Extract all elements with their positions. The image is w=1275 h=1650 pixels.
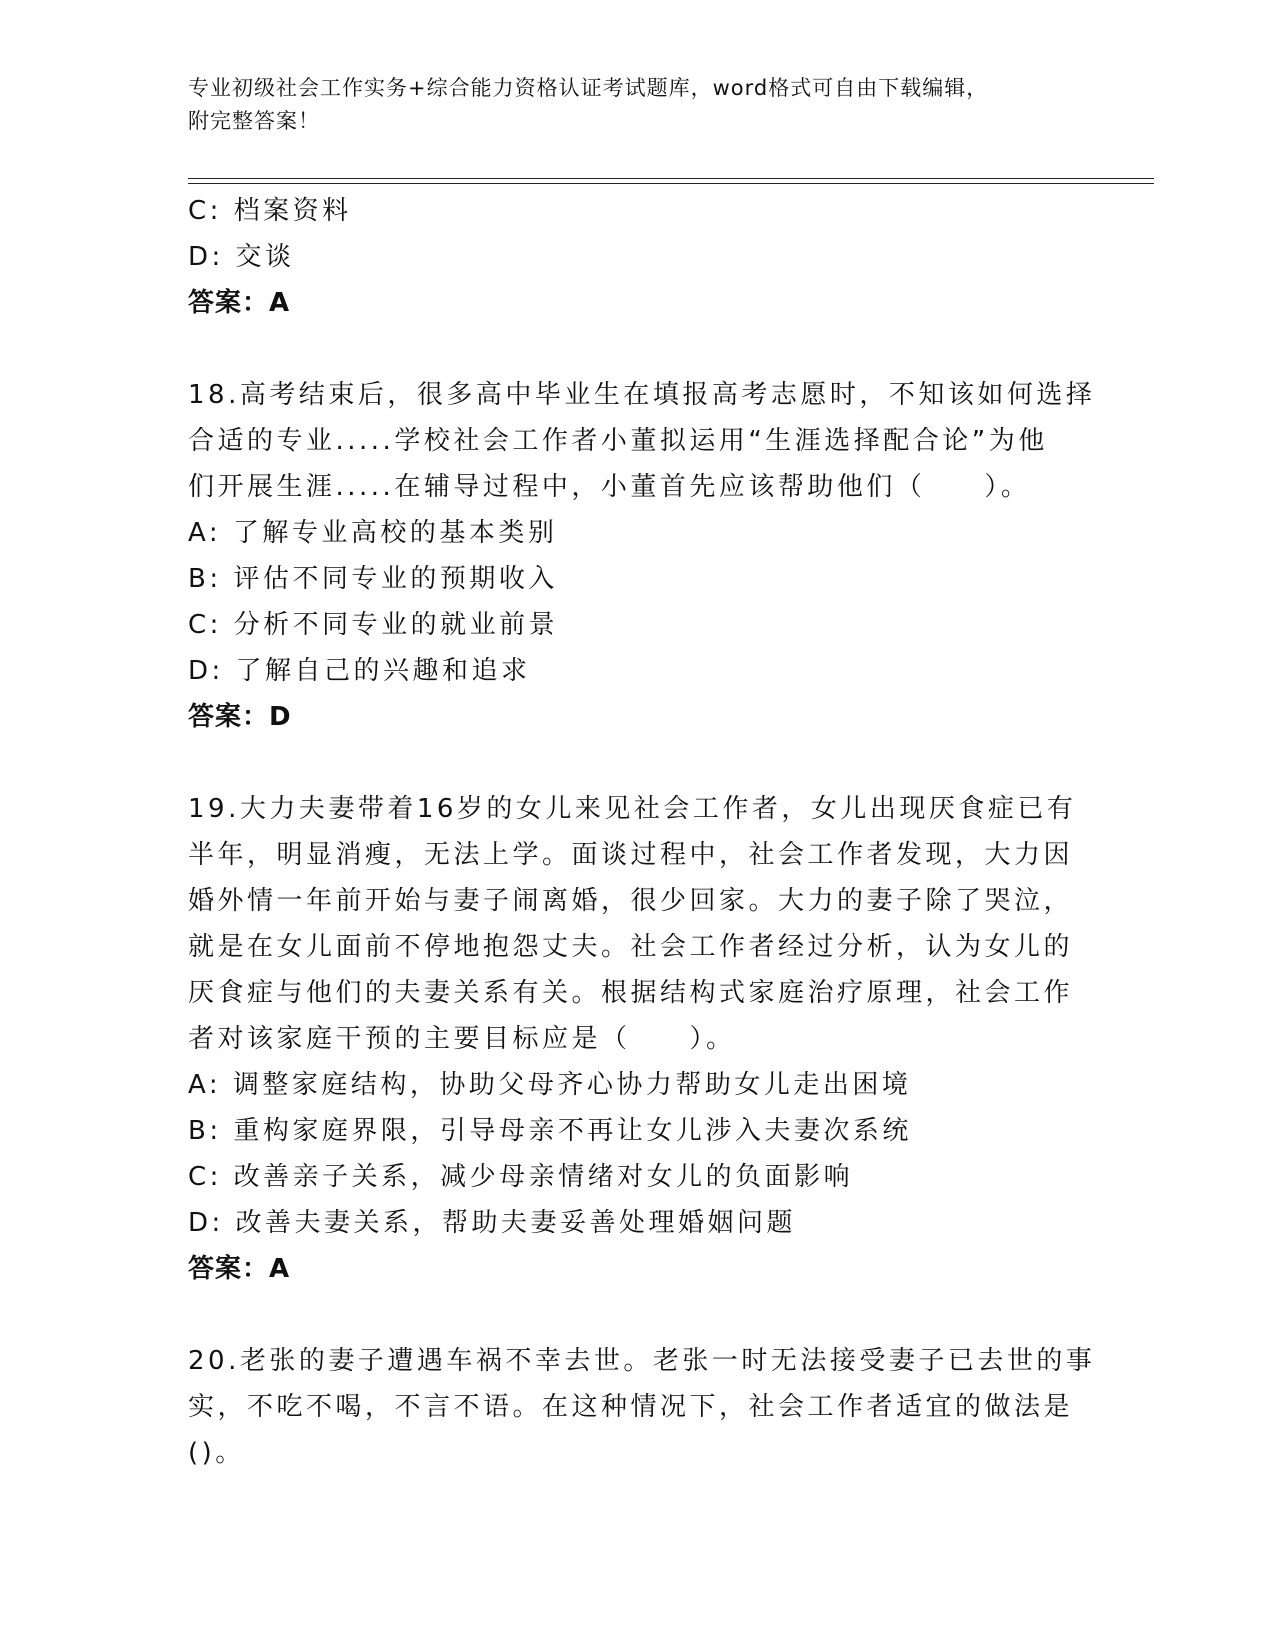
- question-stem-line: 19.大力夫妻带着16岁的女儿来见社会工作者，女儿出现厌食症已有: [188, 794, 1077, 824]
- header-line-2: 附完整答案！: [188, 109, 320, 133]
- option-d: D: 了解自己的兴趣和追求: [188, 656, 531, 686]
- question-content: [188, 188, 1096, 1476]
- question-stem-line: 厌食症与他们的夫妻关系有关。根据结构式家庭治疗原理，社会工作: [188, 978, 1074, 1008]
- header-divider-top: [188, 178, 1154, 179]
- question-stem-line: 半年，明显消瘦，无法上学。面谈过程中，社会工作者发现，大力因: [188, 840, 1074, 870]
- answer-label: 答案：A: [188, 288, 291, 318]
- spacer: [188, 326, 1088, 372]
- header-divider-bottom: [188, 183, 1154, 184]
- option-d: D: 改善夫妻关系，帮助夫妻妥善处理婚姻问题: [188, 1208, 797, 1238]
- option-a: A: 调整家庭结构，协助父母齐心协力帮助女儿走出困境: [188, 1070, 912, 1100]
- option-b: B: 评估不同专业的预期收入: [188, 564, 558, 594]
- question-stem-line: 婚外情一年前开始与妻子闹离婚，很少回家。大力的妻子除了哭泣，: [188, 886, 1074, 916]
- question-19: [188, 786, 1088, 1292]
- header-line-1: 专业初级社会工作实务+综合能力资格认证考试题库，word格式可自由下载编辑，: [188, 76, 989, 100]
- question-stem-line: 18.高考结束后，很多高中毕业生在填报高考志愿时，不知该如何选择: [188, 380, 1096, 410]
- question-18: [188, 372, 1096, 740]
- question-stem-line: 实，不吃不喝，不言不语。在这种情况下，社会工作者适宜的做法是: [188, 1392, 1074, 1422]
- option-d: D: 交谈: [188, 242, 295, 272]
- option-c: C: 档案资料: [188, 196, 352, 226]
- spacer: [188, 1292, 1088, 1338]
- question-stem-line: 就是在女儿面前不停地抱怨丈夫。社会工作者经过分析，认为女儿的: [188, 932, 1074, 962]
- question-stem-line: ()。: [188, 1438, 245, 1468]
- option-a: A: 了解专业高校的基本类别: [188, 518, 558, 548]
- question-stem-line: 合适的专业.....学校社会工作者小董拟运用“生涯选择配合论”为他: [188, 426, 1048, 456]
- answer-label: 答案：A: [188, 1254, 291, 1284]
- option-b: B: 重构家庭界限，引导母亲不再让女儿涉入夫妻次系统: [188, 1116, 912, 1146]
- question-20: [188, 1338, 1096, 1476]
- question-stem-line: 们开展生涯.....在辅导过程中，小董首先应该帮助他们（ ）。: [188, 472, 1031, 502]
- document-header: [188, 72, 1088, 138]
- option-c: C: 改善亲子关系，减少母亲情绪对女儿的负面影响: [188, 1162, 854, 1192]
- question-stem-line: 者对该家庭干预的主要目标应是（ ）。: [188, 1024, 736, 1054]
- answer-label: 答案：D: [188, 702, 292, 732]
- question-stem-line: 20.老张的妻子遭遇车祸不幸去世。老张一时无法接受妻子已去世的事: [188, 1346, 1096, 1376]
- spacer: [188, 740, 1088, 786]
- option-c: C: 分析不同专业的就业前景: [188, 610, 559, 640]
